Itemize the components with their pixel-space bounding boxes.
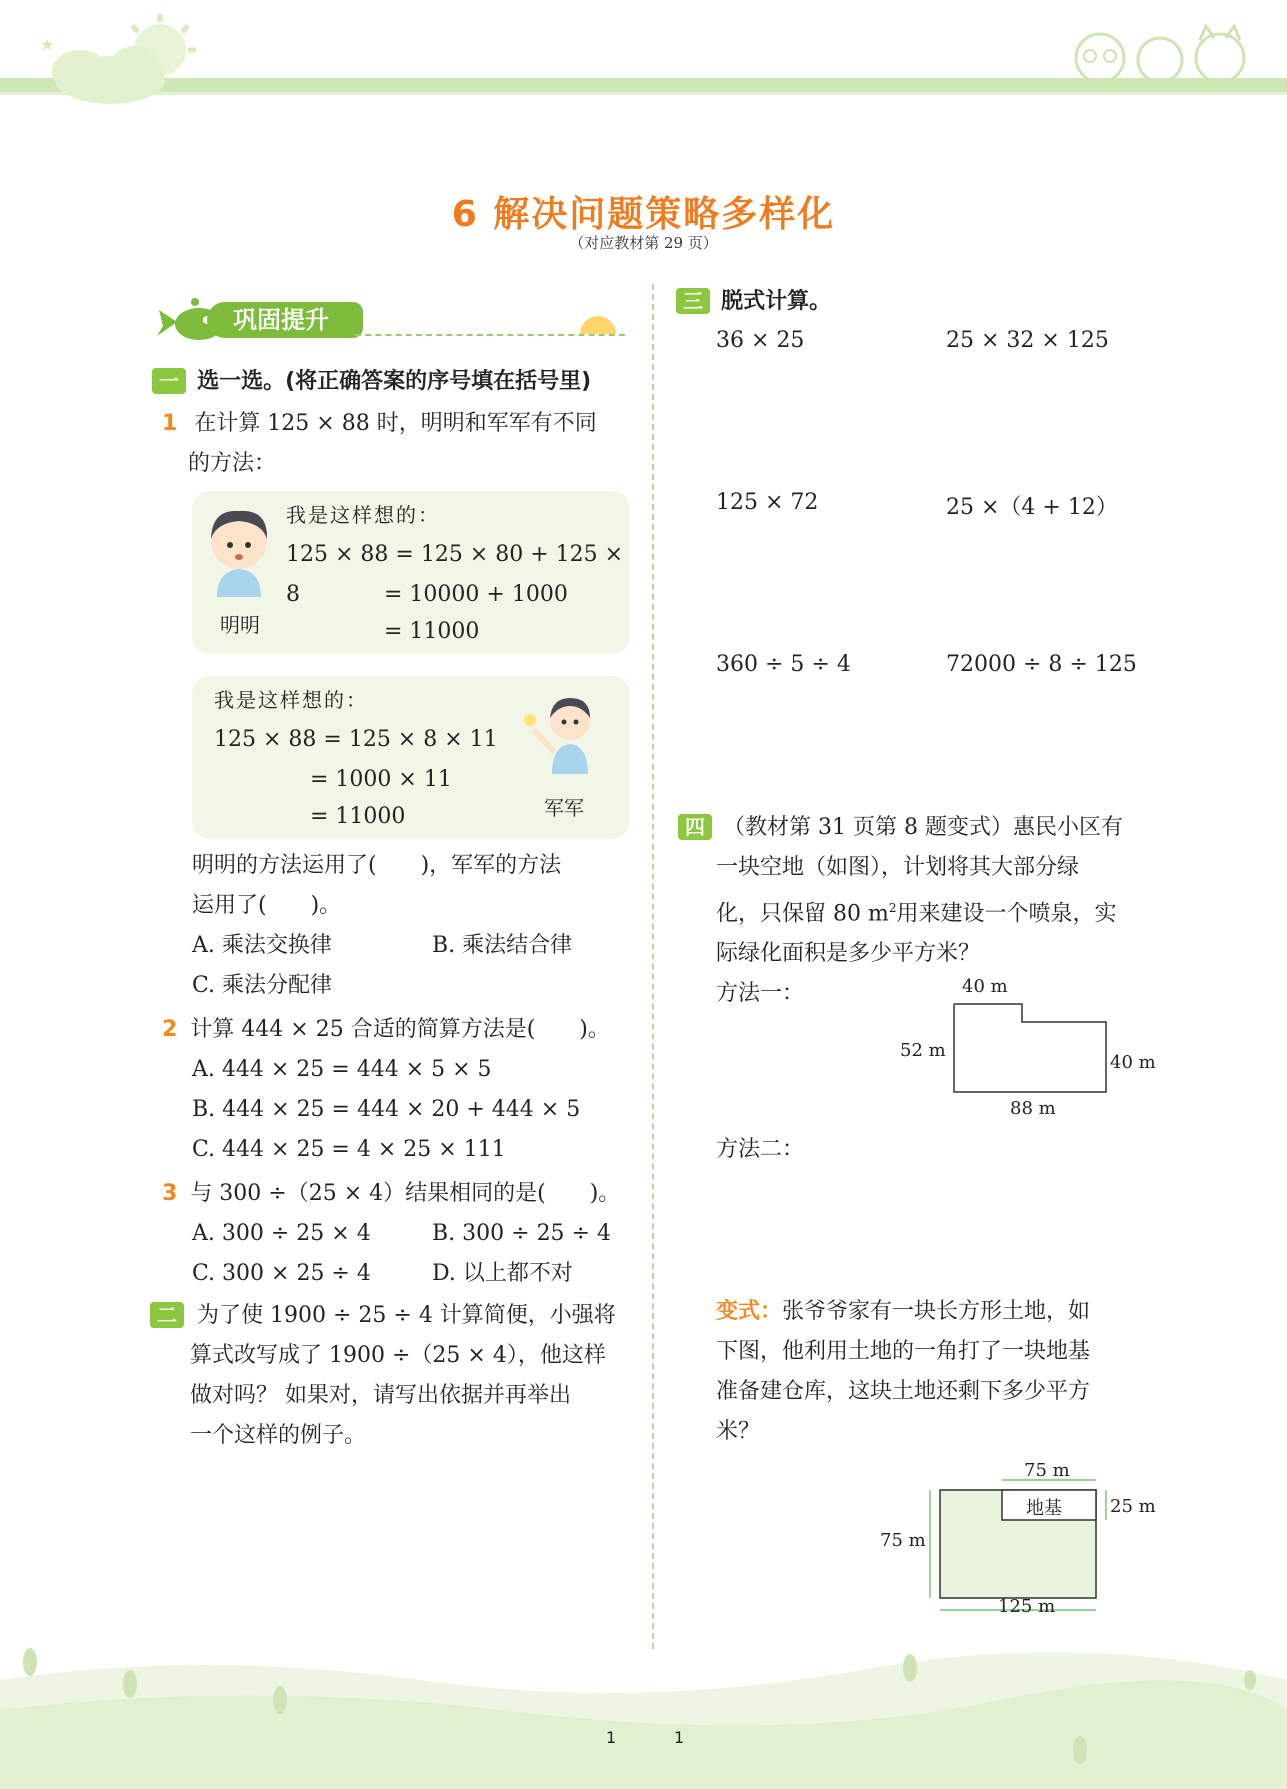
question-text: 与 300 ÷（25 × 4）结果相同的是( bbox=[190, 1181, 546, 1206]
question-2 bbox=[162, 1010, 642, 1170]
variant-question bbox=[716, 1292, 1176, 1452]
variant-text: 下图，他利用土地的一角打了一块地基 bbox=[716, 1339, 1091, 1364]
page-subtitle: （对应教材第 29 页） bbox=[569, 234, 718, 252]
mingming-bubble bbox=[192, 491, 630, 654]
section-text: 一块空地（如图），计划将其大部分绿 bbox=[716, 855, 1080, 880]
question-text: 计算 444 × 25 合适的简算方法是( bbox=[190, 1017, 536, 1042]
banner-title: 巩固提升 bbox=[207, 302, 363, 338]
section-4 bbox=[678, 808, 1178, 1014]
option-b: B. 444 × 25 = 444 × 20 + 444 × 5 bbox=[192, 1097, 581, 1122]
bubble-intro: 我是这样想的： bbox=[286, 503, 440, 527]
dimension-label: 125 m bbox=[998, 1596, 1056, 1617]
calc-line: = 11000 bbox=[310, 804, 406, 829]
question-number: 3 bbox=[162, 1181, 178, 1206]
ask-text: 运用了( bbox=[192, 893, 267, 918]
hills-decoration bbox=[0, 1640, 1287, 1789]
section-text: 做对吗？ 如果对，请写出依据并再举出 bbox=[190, 1383, 571, 1408]
section-tag: 三 bbox=[676, 288, 710, 314]
calc-expression: 125 × 72 bbox=[716, 490, 819, 515]
dimension-label: 75 m bbox=[1024, 1460, 1070, 1481]
section-tag: 四 bbox=[678, 814, 712, 840]
section-tag: 一 bbox=[152, 368, 186, 394]
section-2 bbox=[150, 1296, 640, 1456]
section-text: 一个这样的例子。 bbox=[190, 1423, 367, 1448]
method-two-label: 方法二： bbox=[716, 1137, 805, 1162]
boy-mingming-icon bbox=[202, 505, 276, 597]
variant-text: 张爷爷家有一块长方形土地，如 bbox=[782, 1299, 1091, 1324]
land-figure-1 bbox=[950, 1000, 1140, 1100]
calc-expression: 36 × 25 bbox=[716, 328, 805, 353]
option-c: C. 444 × 25 = 4 × 25 × 111 bbox=[192, 1137, 506, 1162]
option-a: A. 乘法交换律 bbox=[192, 933, 332, 958]
section-text: 化，只保留 80 m bbox=[716, 901, 889, 927]
question-1-ask bbox=[192, 846, 642, 1006]
junjun-bubble bbox=[192, 676, 630, 839]
question-3 bbox=[162, 1174, 642, 1294]
dimension-label: 75 m bbox=[880, 1530, 926, 1551]
calc-expression: 360 ÷ 5 ÷ 4 bbox=[716, 652, 851, 677]
question-number: 1 bbox=[162, 411, 178, 436]
calc-expression: 25 × 32 × 125 bbox=[946, 328, 1109, 353]
section-text: 用来建设一个喷泉，实 bbox=[896, 901, 1117, 927]
ask-text: )，军军的方法 bbox=[420, 853, 562, 878]
method-one-label: 方法一： bbox=[716, 981, 805, 1007]
variant-text: 准备建仓库，这块土地还剩下多少平方 bbox=[716, 1379, 1091, 1404]
section-banner bbox=[155, 296, 630, 344]
page-title: 6 解决问题策略多样化 bbox=[451, 194, 836, 235]
calc-line: = 1000 × 11 bbox=[310, 767, 452, 792]
option-c: C. 乘法分配律 bbox=[192, 973, 333, 998]
section-text: 为了使 1900 ÷ 25 ÷ 4 计算简便，小强将 bbox=[197, 1303, 616, 1328]
variant-text: 米？ bbox=[716, 1419, 761, 1444]
section-heading-text: 选一选。(将正确答案的序号填在括号里) bbox=[197, 369, 592, 394]
section-1-heading bbox=[152, 364, 591, 395]
page-number-right: 1 bbox=[674, 1728, 685, 1747]
question-1 bbox=[162, 404, 642, 484]
banner-line bbox=[355, 334, 625, 336]
cloud-sun-decoration bbox=[20, 10, 210, 110]
ask-text: )。 bbox=[310, 893, 342, 918]
section-text: （教材第 31 页第 8 题变式）惠民小区有 bbox=[723, 815, 1123, 840]
section-3-heading bbox=[676, 284, 831, 315]
dimension-label: 40 m bbox=[962, 976, 1008, 997]
question-number: 2 bbox=[162, 1017, 178, 1042]
junjun-name: 军军 bbox=[544, 796, 584, 820]
ask-text: 明明的方法运用了( bbox=[192, 853, 377, 878]
page-number-left: 1 bbox=[606, 1728, 617, 1747]
variant-tag: 变式： bbox=[716, 1299, 783, 1324]
dimension-label: 88 m bbox=[1010, 1098, 1056, 1119]
section-tag: 二 bbox=[150, 1302, 184, 1328]
option-a: A. 300 ÷ 25 × 4 bbox=[192, 1221, 371, 1246]
superscript: 2 bbox=[888, 901, 897, 915]
column-divider bbox=[652, 284, 654, 1649]
section-text: 际绿化面积是多少平方米？ bbox=[716, 941, 981, 967]
section-heading-text: 脱式计算。 bbox=[721, 289, 832, 314]
boy-junjun-icon bbox=[522, 690, 602, 780]
option-c: C. 300 × 25 ÷ 4 bbox=[192, 1261, 371, 1286]
question-text: )。 bbox=[589, 1181, 621, 1206]
section-text: 算式改写成了 1900 ÷（25 × 4），他这样 bbox=[190, 1343, 606, 1368]
bubble-intro: 我是这样想的： bbox=[214, 688, 368, 712]
question-text: )。 bbox=[579, 1017, 610, 1042]
calc-line: 125 × 88 = 125 × 80 + 125 × 8 bbox=[286, 542, 624, 607]
calc-line: = 10000 + 1000 bbox=[384, 582, 568, 607]
mingming-name: 明明 bbox=[220, 613, 260, 637]
foundation-label: 地基 bbox=[1026, 1498, 1062, 1519]
svg-text:★: ★ bbox=[40, 35, 55, 54]
dimension-label: 52 m bbox=[900, 1040, 946, 1061]
calc-expression: 72000 ÷ 8 ÷ 125 bbox=[946, 652, 1137, 677]
question-text: 在计算 125 × 88 时，明明和军军有不同 bbox=[194, 411, 597, 436]
dimension-label: 40 m bbox=[1110, 1052, 1156, 1073]
calc-expression: 25 ×（4 + 12） bbox=[946, 495, 1118, 520]
option-b: B. 300 ÷ 25 ÷ 4 bbox=[432, 1221, 611, 1246]
calc-line: = 11000 bbox=[384, 619, 480, 644]
option-b: B. 乘法结合律 bbox=[432, 933, 573, 958]
dimension-label: 25 m bbox=[1110, 1496, 1156, 1517]
option-a: A. 444 × 25 = 444 × 5 × 5 bbox=[192, 1057, 492, 1082]
question-text: 的方法： bbox=[188, 451, 277, 476]
calc-line: 125 × 88 = 125 × 8 × 11 bbox=[214, 727, 498, 752]
sunset-icon bbox=[580, 316, 616, 334]
animal-faces-decoration bbox=[1060, 20, 1260, 90]
option-d: D. 以上都不对 bbox=[432, 1261, 573, 1286]
